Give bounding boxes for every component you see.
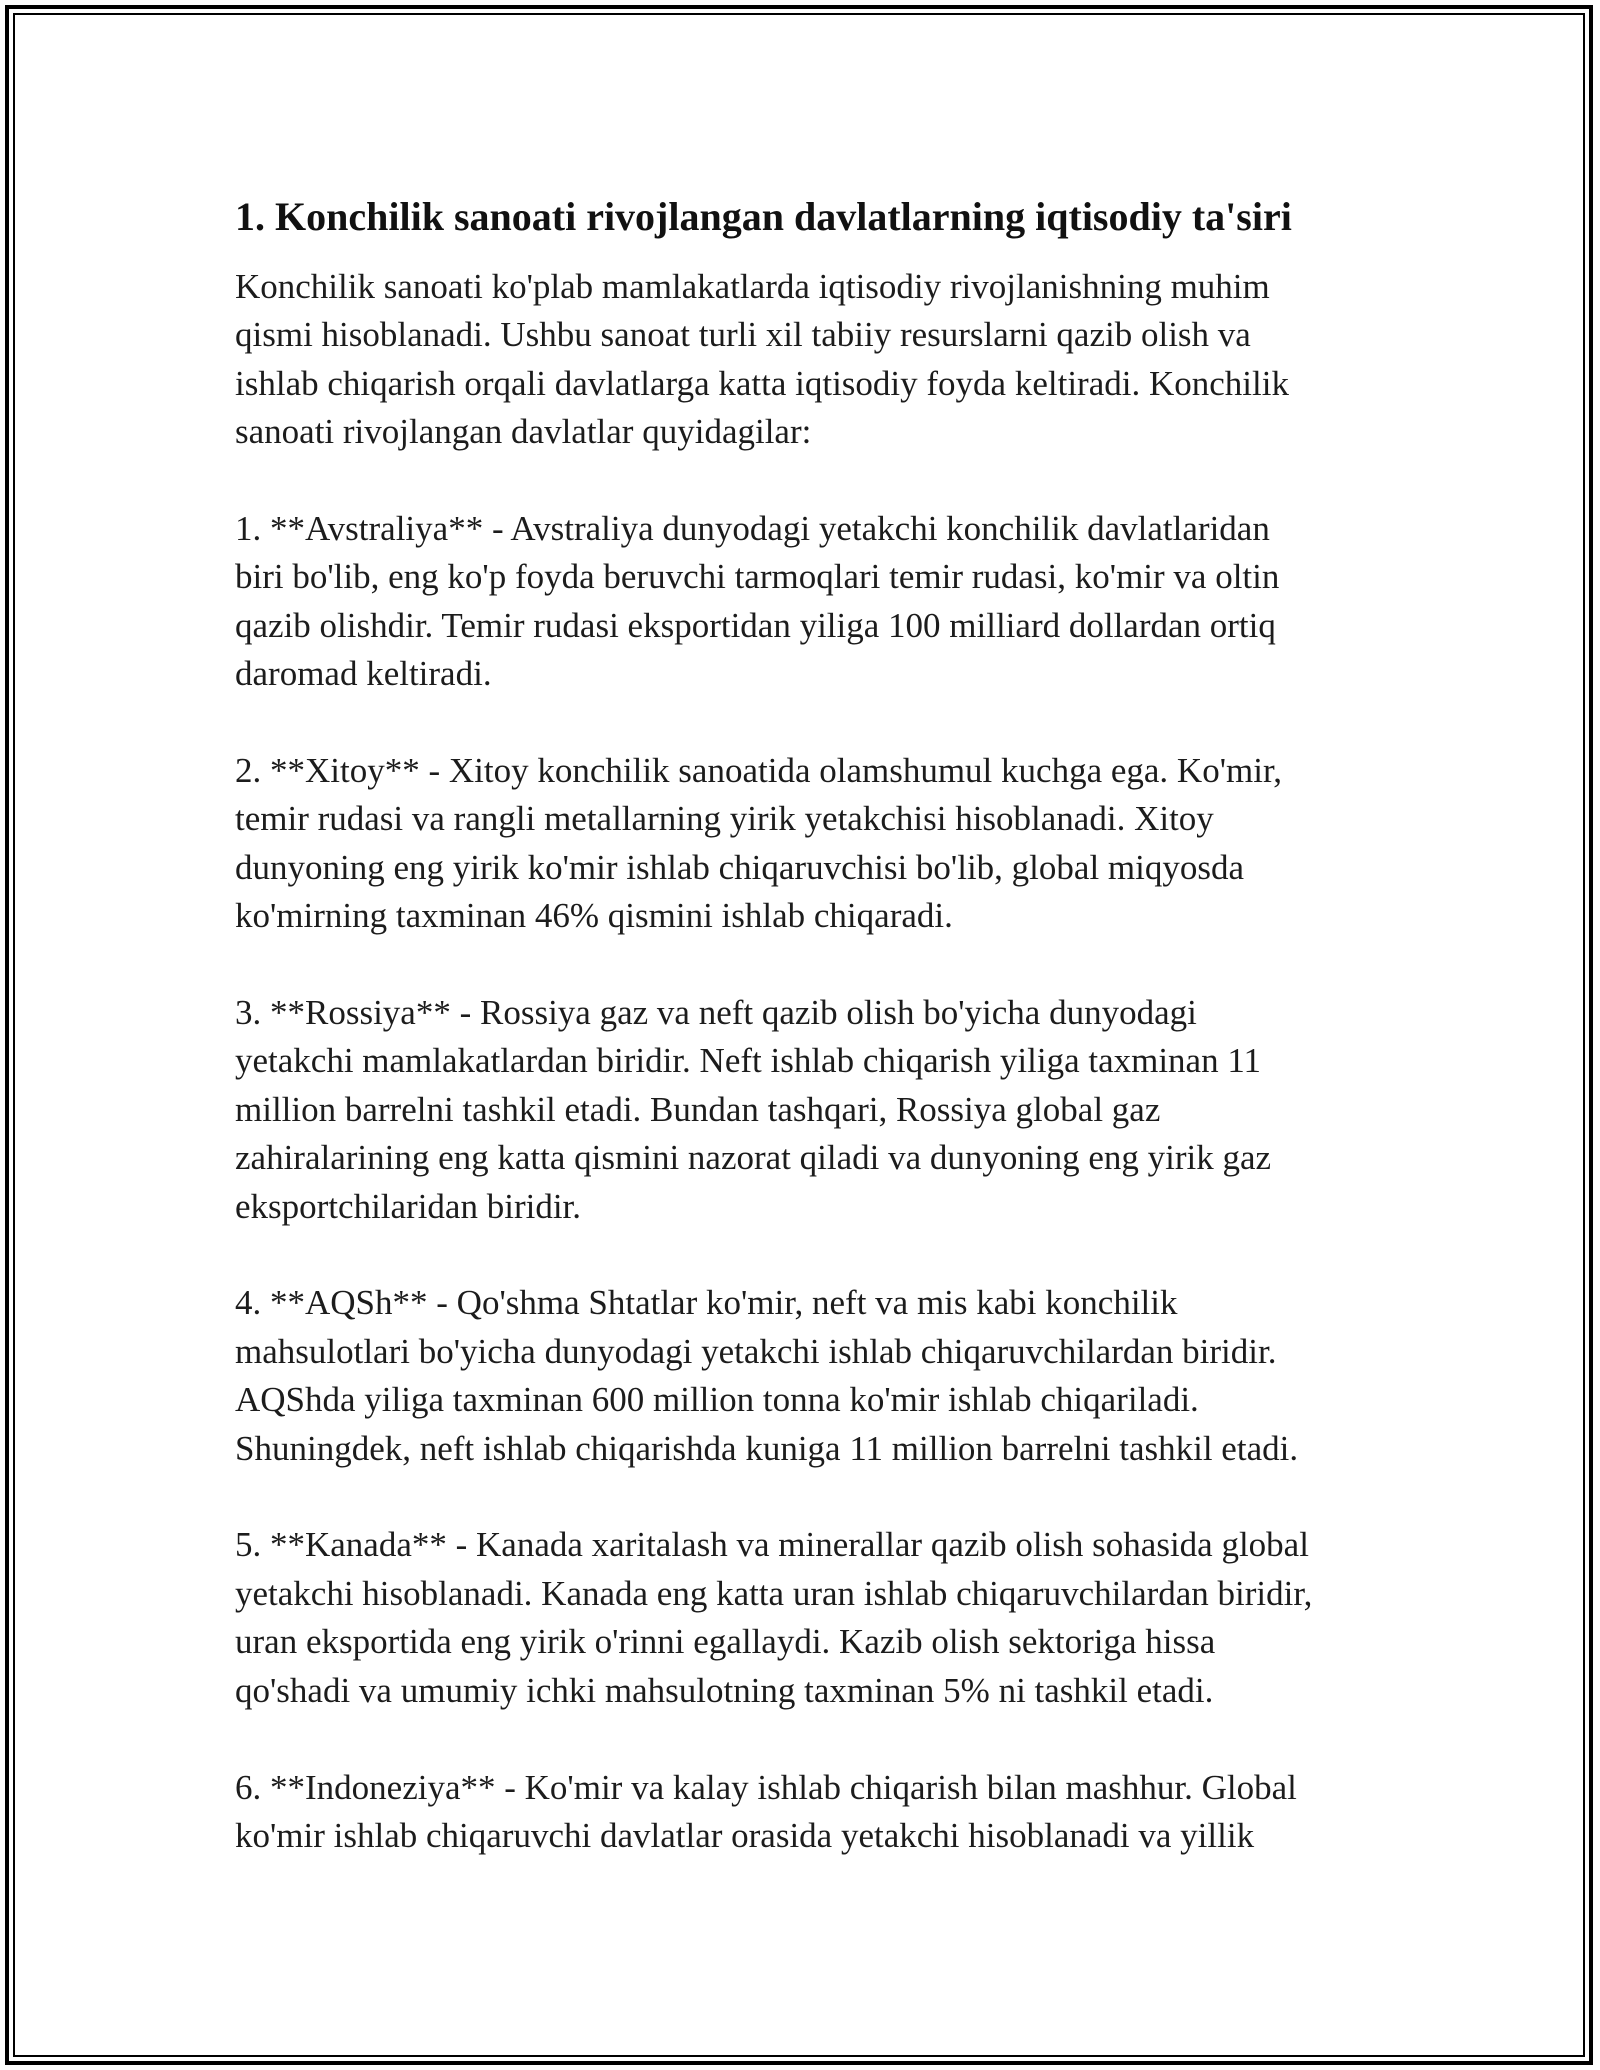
list-item-australia: [235, 505, 1385, 699]
text-line: eksportchilaridan biridir.: [235, 1186, 582, 1226]
list-item-china: [235, 747, 1385, 941]
text-line: yetakchi hisoblanadi. Kanada eng katta uran ishlab chiqaruvchilardan biridir,: [235, 1573, 1313, 1613]
text-line: 3. **Rossiya** - Rossiya gaz va neft qazib olish bo'yicha dunyodagi: [235, 993, 1197, 1033]
text-line: mahsulotlari bo'yicha dunyodagi yetakchi ishlab chiqaruvchilardan biridir.: [235, 1331, 1277, 1371]
text-line: ishlab chiqarish orqali davlatlarga katta iqtisodiy foyda keltiradi. Konchilik: [235, 363, 1289, 403]
text-line: qo'shadi va umumiy ichki mahsulotning taxminan 5% ni tashkil etadi.: [235, 1670, 1214, 1710]
text-line: zahiralarining eng katta qismini nazorat qiladi va dunyoning eng yirik gaz: [235, 1138, 1272, 1178]
text-line: 1. **Avstraliya** - Avstraliya dunyodagi yetakchi konchilik davlatlaridan: [235, 509, 1270, 549]
document-body: [235, 183, 1385, 1860]
text-line: 5. **Kanada** - Kanada xaritalash va minerallar qazib olish sohasida global: [235, 1525, 1309, 1565]
text-line: qismi hisoblanadi. Ushbu sanoat turli xil tabiiy resurslarni qazib olish va: [235, 315, 1251, 355]
text-line: 2. **Xitoy** - Xitoy konchilik sanoatida olamshumul kuchga ega. Ko'mir,: [235, 751, 1282, 791]
text-line: yetakchi mamlakatlardan biridir. Neft ishlab chiqarish yiliga taxminan 11: [235, 1041, 1262, 1081]
list-item-russia: [235, 989, 1385, 1231]
text-line: daromad keltiradi.: [235, 654, 492, 694]
list-item-usa: [235, 1279, 1385, 1473]
text-line: sanoati rivojlangan davlatlar quyidagilar:: [235, 412, 812, 452]
text-line: AQShda yiliga taxminan 600 million tonna ko'mir ishlab chiqariladi.: [235, 1380, 1199, 1420]
text-line: 4. **AQSh** - Qo'shma Shtatlar ko'mir, neft va mis kabi konchilik: [235, 1283, 1178, 1323]
text-line: million barrelni tashkil etadi. Bundan tashqari, Rossiya global gaz: [235, 1089, 1161, 1129]
text-line: temir rudasi va rangli metallarning yirik yetakchisi hisoblanadi. Xitoy: [235, 799, 1214, 839]
text-line: ko'mir ishlab chiqaruvchi davlatlar orasida yetakchi hisoblanadi va yillik: [235, 1815, 1255, 1855]
text-line: dunyoning eng yirik ko'mir ishlab chiqaruvchisi bo'lib, global miqyosda: [235, 847, 1245, 887]
text-line: 6. **Indoneziya** - Ko'mir va kalay ishlab chiqarish bilan mashhur. Global: [235, 1767, 1297, 1807]
list-item-canada: [235, 1521, 1385, 1715]
text-line: ko'mirning taxminan 46% qismini ishlab chiqaradi.: [235, 896, 953, 936]
text-line: biri bo'lib, eng ko'p foyda beruvchi tarmoqlari temir rudasi, ko'mir va oltin: [235, 557, 1280, 597]
list-item-indonesia: [235, 1764, 1385, 1861]
intro-paragraph: [235, 263, 1385, 457]
text-line: uran eksportida eng yirik o'rinni egallaydi. Kazib olish sektoriga hissa: [235, 1622, 1216, 1662]
text-line: qazib olishdir. Temir rudasi eksportidan yiliga 100 milliard dollardan ortiq: [235, 605, 1276, 645]
text-line: Konchilik sanoati ko'plab mamlakatlarda iqtisodiy rivojlanishning muhim: [235, 267, 1270, 306]
page-title: 1. Konchilik sanoati rivojlangan davlatlarning iqtisodiy ta'siri: [235, 194, 1292, 239]
text-line: Shuningdek, neft ishlab chiqarishda kuniga 11 million barrelni tashkil etadi.: [235, 1428, 1299, 1468]
